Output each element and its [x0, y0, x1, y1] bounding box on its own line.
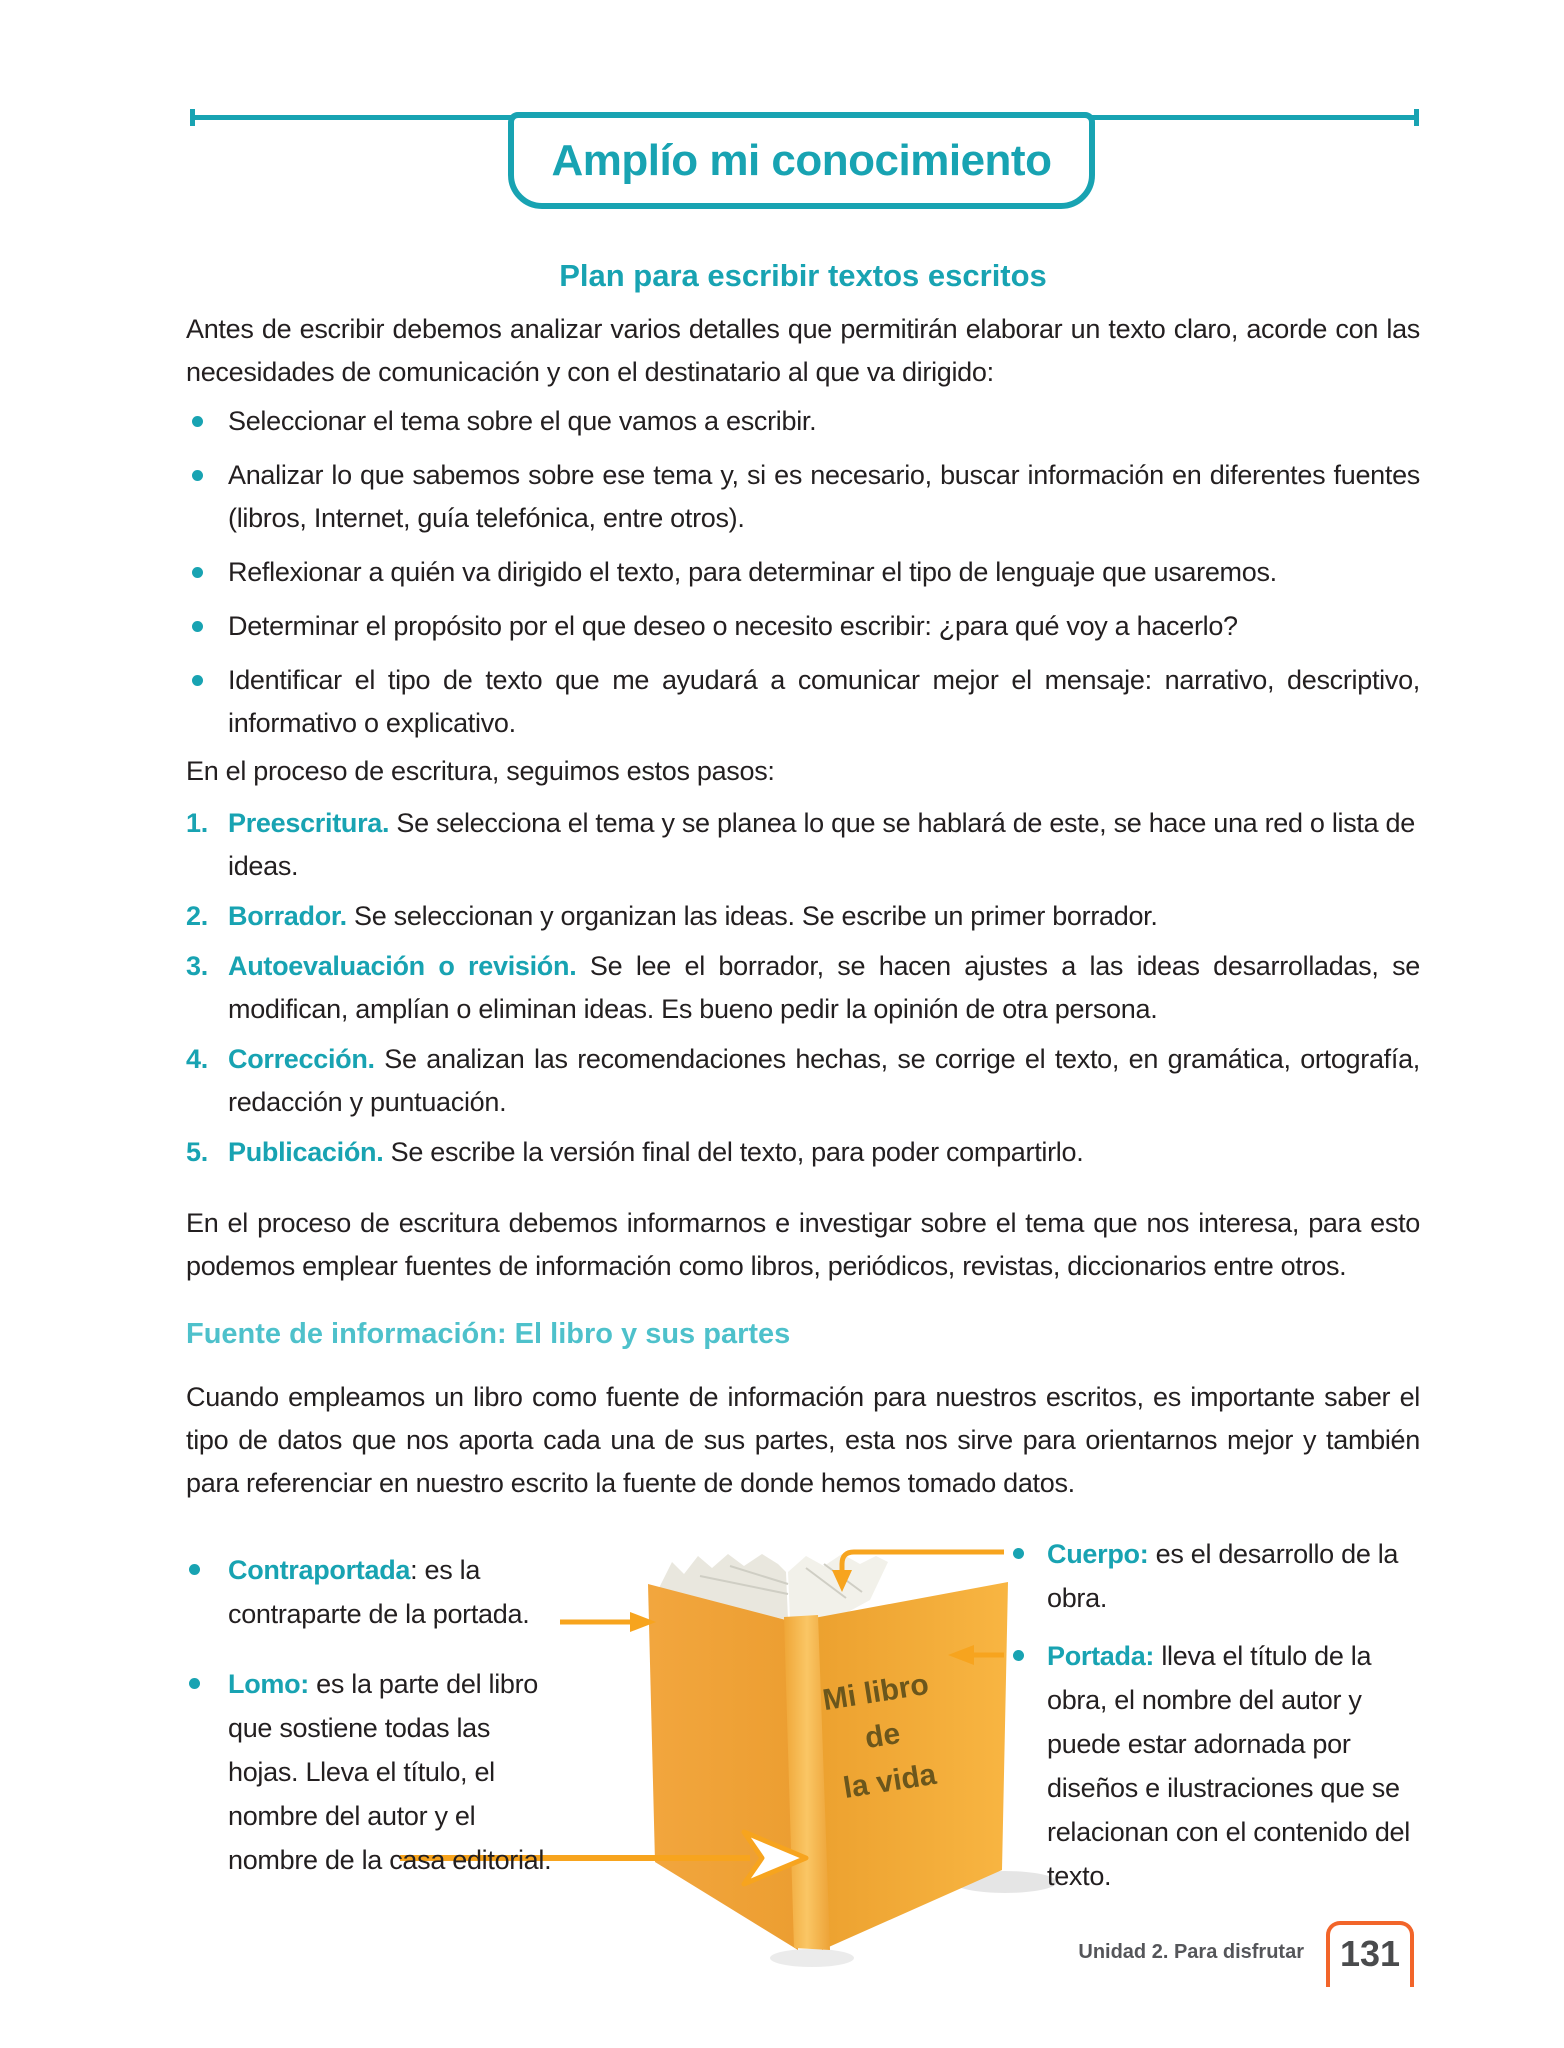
book-back-cover	[648, 1584, 798, 1950]
step-lead: Publicación.	[228, 1137, 384, 1167]
book-parts-right	[1013, 1532, 1419, 1898]
part-text: : es la contraparte de la portada.	[228, 1555, 530, 1629]
step-text: Se selecciona el tema y se planea lo que se hablará de este, se hace una red o lista de ideas.	[228, 808, 1415, 881]
bullet-text: Analizar lo que sabemos sobre ese tema y, si es necesario, buscar información en diferentes fuentes (libros, Internet, guía telefónica, entre otros).	[228, 460, 1420, 533]
list-item	[186, 605, 1420, 648]
bullet-text: Determinar el propósito por el que deseo o necesito escribir: ¿para qué voy a hacerlo?	[228, 611, 1238, 641]
list-item	[1013, 1634, 1419, 1898]
step-number: 5.	[186, 1137, 208, 1167]
page-number: 131	[1339, 1933, 1401, 1974]
bullet-icon	[192, 675, 203, 686]
bullet-text: Identificar el tipo de texto que me ayudará a comunicar mejor el mensaje: narrativo, descriptivo, informativo o explicativo.	[228, 665, 1420, 738]
part-lead: Lomo:	[228, 1669, 309, 1699]
step-item	[186, 1038, 1420, 1124]
bullet-list	[186, 400, 1420, 756]
list-item	[186, 1548, 566, 1636]
part-text: es el desarrollo de la obra.	[1047, 1539, 1399, 1613]
steps-list	[186, 802, 1420, 1181]
step-lead: Corrección.	[228, 1044, 375, 1074]
step-number: 4.	[186, 1044, 208, 1074]
intro-paragraph: Antes de escribir debemos analizar varios detalles que permitirán elaborar un texto claro, acorde con las necesidades de comunicación y con el destinatario al que va dirigido:	[186, 314, 1420, 387]
footer-unit-label: Unidad 2. Para disfrutar	[1078, 1941, 1304, 1963]
bullet-icon	[192, 621, 203, 632]
research-note: En el proceso de escritura debemos informarnos e investigar sobre el tema que nos interesa, para esto podemos emplear fuentes de información como libros, periódicos, revistas, diccionarios entre otros.	[186, 1208, 1420, 1281]
part-lead: Cuerpo:	[1047, 1539, 1149, 1569]
list-item	[186, 454, 1420, 540]
book-shadow	[770, 1949, 854, 1967]
step-text: Se analizan las recomendaciones hechas, se corrige el texto, en gramática, ortografía, redacción y puntuación.	[228, 1044, 1420, 1117]
step-number: 3.	[186, 951, 208, 981]
step-text: Se seleccionan y organizan las ideas. Se escribe un primer borrador.	[346, 901, 1158, 931]
part-text: es la parte del libro que sostiene todas las hojas. Lleva el título, el nombre del autor y el nombre de la casa editorial.	[228, 1669, 552, 1875]
process-intro: En el proceso de escritura, seguimos estos pasos:	[186, 756, 775, 786]
book-title-line: de	[862, 1716, 903, 1756]
part-lead: Contraportada	[228, 1555, 411, 1585]
step-item	[186, 895, 1420, 938]
list-item	[186, 551, 1420, 594]
book-parts-left	[186, 1548, 566, 1882]
bullet-text: Seleccionar el tema sobre el que vamos a escribir.	[228, 406, 817, 436]
bullet-text: Reflexionar a quién va dirigido el texto, para determinar el tipo de lenguaje que usaremos.	[228, 557, 1277, 587]
bullet-icon	[192, 416, 203, 427]
bullet-icon	[189, 1678, 200, 1689]
step-number: 1.	[186, 808, 208, 838]
list-item	[186, 400, 1420, 443]
banner-box	[508, 112, 1095, 209]
list-item	[186, 1662, 566, 1882]
page-number-box	[1326, 1921, 1414, 1987]
book-title-line: la vida	[841, 1757, 939, 1806]
step-item	[186, 1131, 1420, 1174]
list-item	[1013, 1532, 1419, 1620]
bullet-icon	[1013, 1650, 1024, 1661]
step-item	[186, 802, 1420, 888]
bullet-icon	[189, 1564, 200, 1575]
book-title-line: Mi libro	[820, 1667, 931, 1718]
bullet-icon	[192, 470, 203, 481]
step-text: Se escribe la versión final del texto, para poder compartirlo.	[383, 1137, 1084, 1167]
part-text: lleva el título de la obra, el nombre del autor y puede estar adornada por diseños e ilustraciones que se relacionan con el contenido del texto.	[1047, 1641, 1410, 1891]
source-heading: Fuente de información: El libro y sus partes	[186, 1318, 791, 1350]
step-number: 2.	[186, 901, 208, 931]
step-lead: Preescritura.	[228, 808, 390, 838]
bullet-icon	[1013, 1548, 1024, 1559]
step-item	[186, 945, 1420, 1031]
part-lead: Portada:	[1047, 1641, 1155, 1671]
list-item	[186, 659, 1420, 745]
bullet-icon	[192, 567, 203, 578]
step-lead: Autoevaluación o revisión.	[228, 951, 577, 981]
banner-title: Amplío mi conocimiento	[551, 135, 1052, 185]
step-lead: Borrador.	[228, 901, 347, 931]
section-title: Plan para escribir textos escritos	[559, 258, 1047, 293]
source-intro: Cuando empleamos un libro como fuente de información para nuestros escritos, es importante saber el tipo de datos que nos aporta cada una de sus partes, esta nos sirve para orientarnos mejor y también para referenciar en nuestro escrito la fuente de donde hemos tomado datos.	[186, 1382, 1420, 1498]
step-text: Se lee el borrador, se hacen ajustes a las ideas desarrolladas, se modifican, amplían o eliminan ideas. Es bueno pedir la opinión de otra persona.	[228, 951, 1421, 1024]
